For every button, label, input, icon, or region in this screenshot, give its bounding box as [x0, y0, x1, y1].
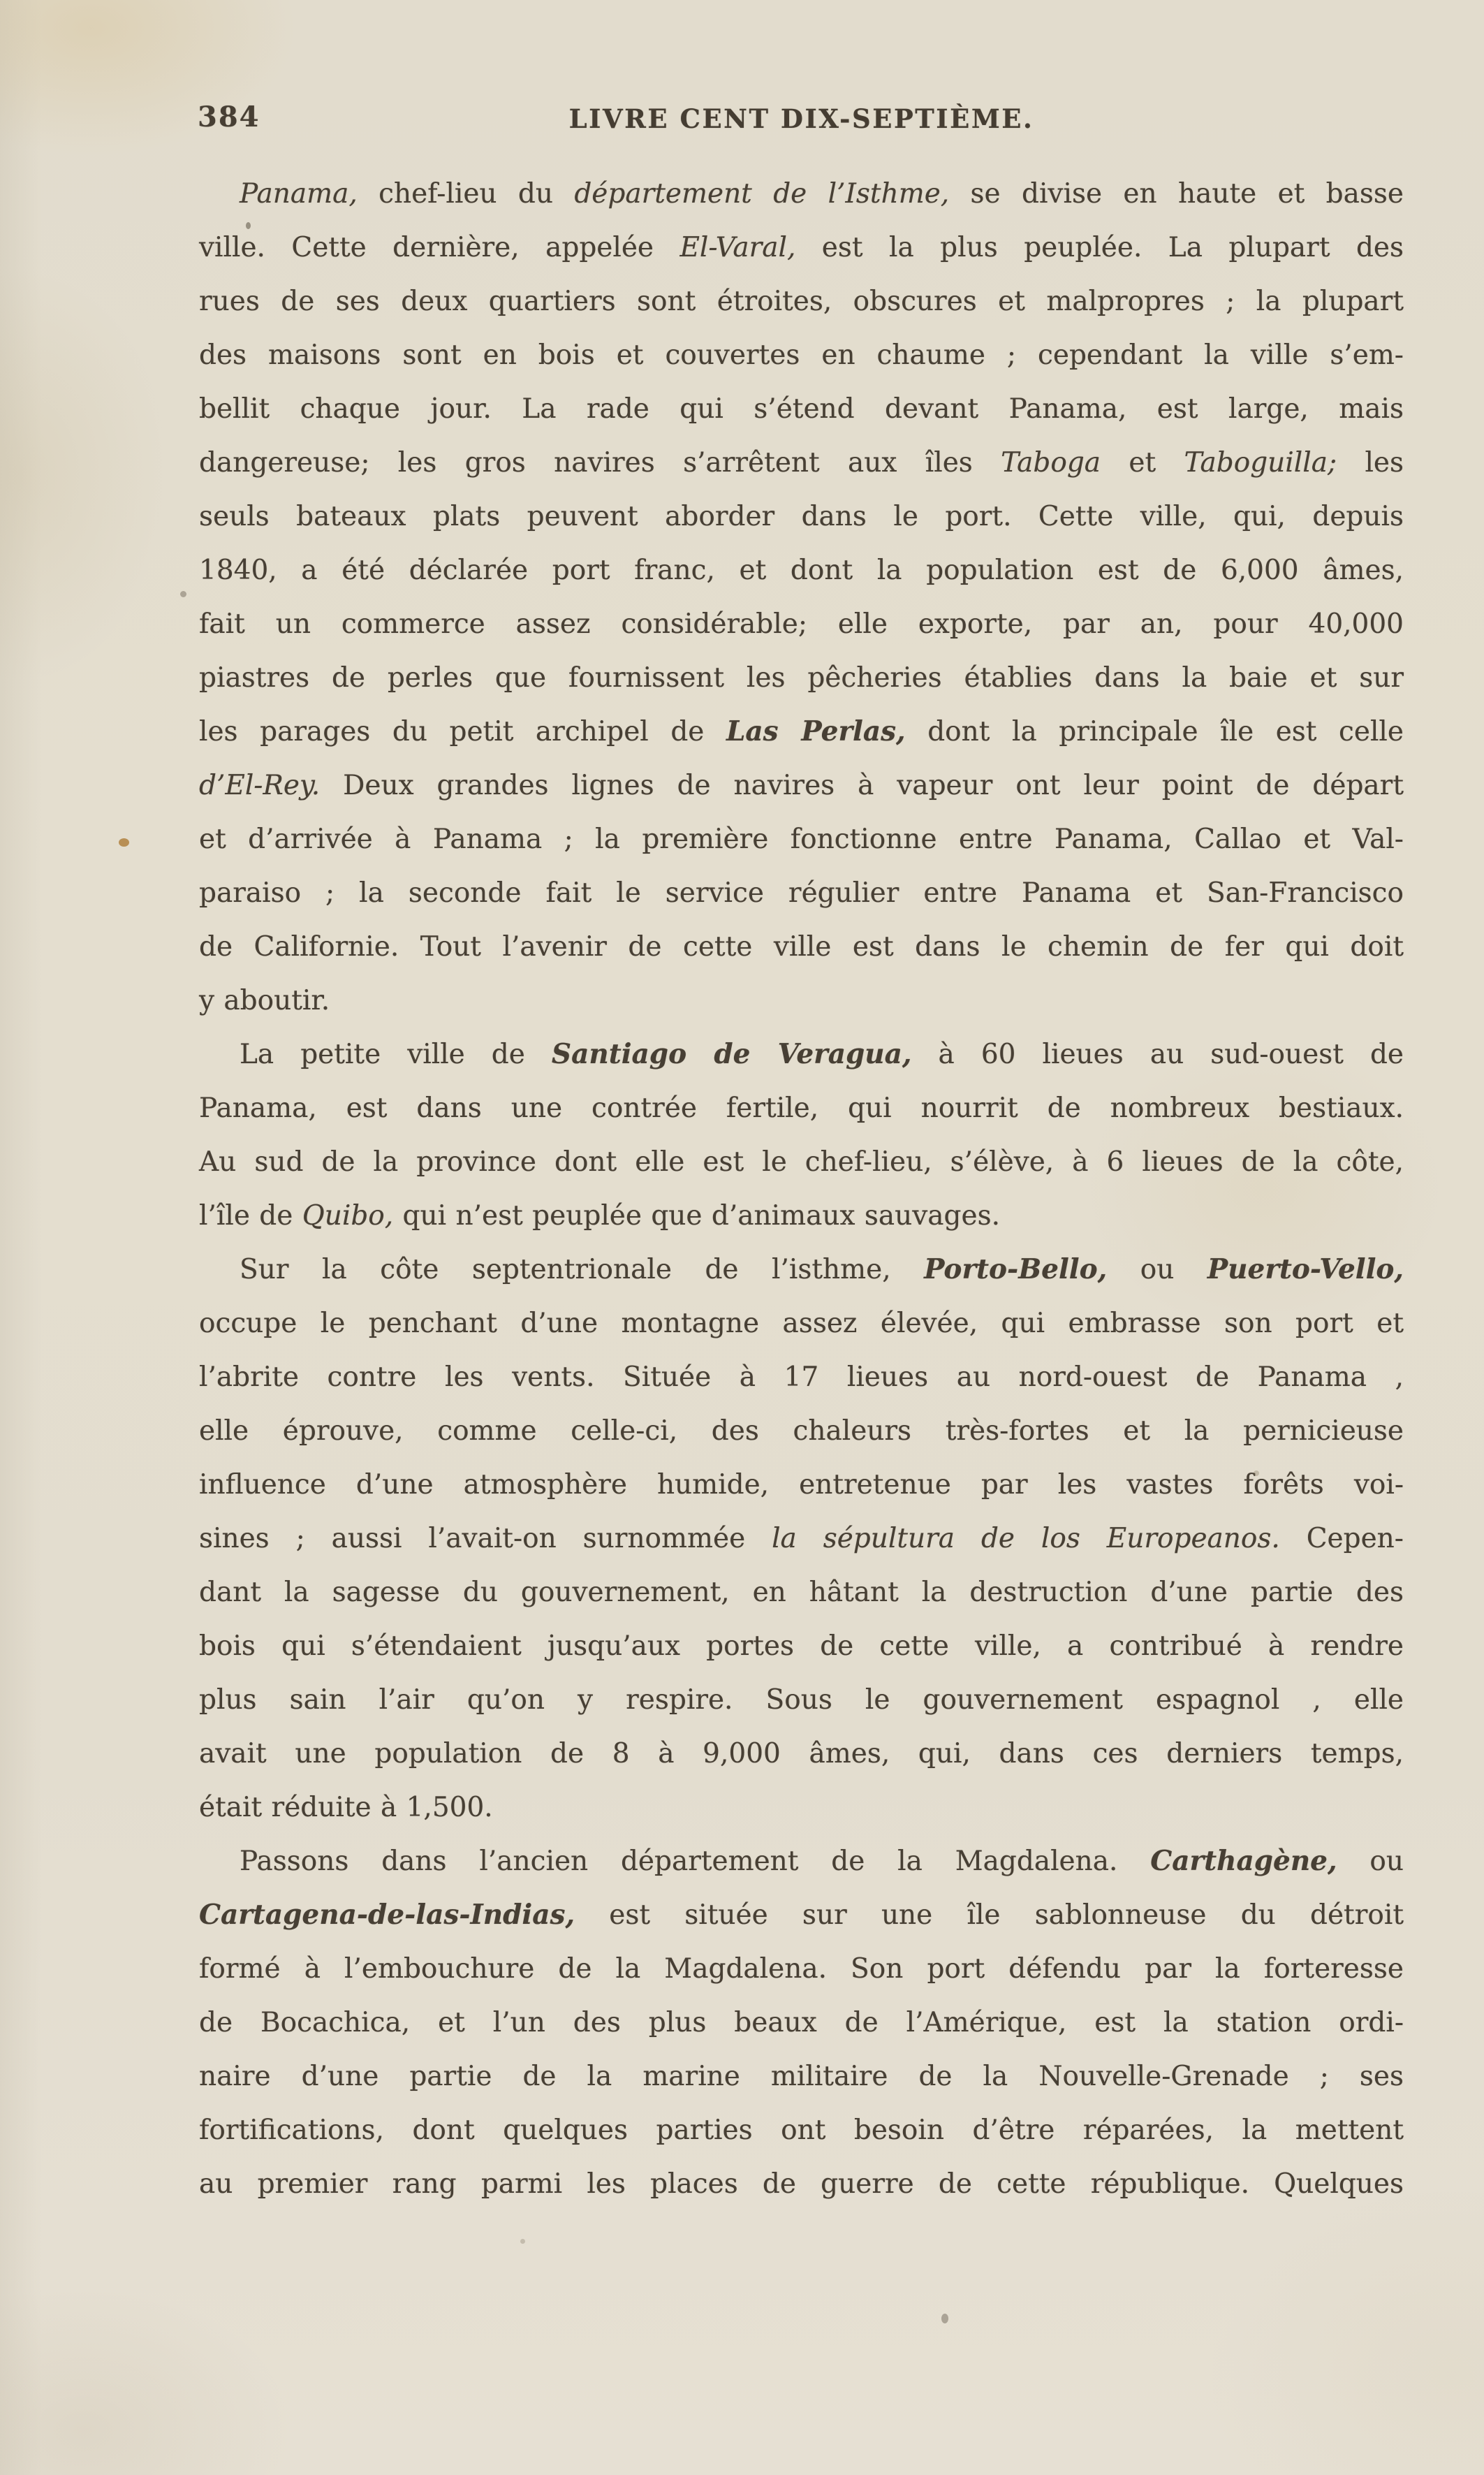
- text-line: [199, 1781, 1404, 1834]
- text-line: [199, 1081, 1404, 1135]
- text-run: à 60 lieues au sud-ouest de: [911, 1039, 1404, 1070]
- italic-text-run: Puerto-Vello,: [1207, 1253, 1404, 1285]
- text-run: ville. Cette dernière, appelée: [199, 232, 680, 263]
- text-line: [199, 1565, 1404, 1619]
- text-run: sines ; aussi l’avait-on surnommée: [199, 1523, 772, 1554]
- text-line: [199, 2050, 1404, 2103]
- italic-text-run: Porto-Bello,: [924, 1253, 1108, 1285]
- text-line: [199, 2103, 1404, 2157]
- text-line: [199, 1297, 1404, 1350]
- text-run: bois qui s’étendaient jusqu’aux portes de cette ville, a contribué à rendre: [199, 1630, 1404, 1662]
- page-number: 384: [198, 101, 260, 133]
- text-run: rues de ses deux quartiers sont étroites, obscures et malpropres ; la plupart: [199, 286, 1404, 317]
- text-line: [199, 920, 1404, 974]
- text-run: paraiso ; la seconde fait le service régulier entre Panama et San-Francisco: [199, 877, 1404, 909]
- text-run: ou: [1107, 1254, 1207, 1285]
- text-line: [199, 436, 1404, 490]
- text-run: plus sain l’air qu’on y respire. Sous le gouvernement espagnol , elle: [199, 1684, 1404, 1716]
- text-line: [199, 597, 1404, 651]
- italic-text-run: la sépultura de los Europeanos.: [772, 1523, 1280, 1554]
- text-line: [199, 275, 1404, 328]
- text-run: dont la principale île est celle: [905, 716, 1404, 747]
- text-run: dant la sagesse du gouvernement, en hâtant la destruction d’une partie des: [199, 1577, 1404, 1608]
- text-run: Deux grandes lignes de navires à vapeur ont leur point de départ: [320, 770, 1404, 801]
- text-run: avait une population de 8 à 9,000 âmes, qui, dans ces derniers temps,: [199, 1738, 1404, 1769]
- text-line: [199, 1727, 1404, 1781]
- text-run: Passons dans l’ancien département de la Magdalena.: [240, 1846, 1151, 1877]
- text-line: [199, 1673, 1404, 1727]
- text-run: influence d’une atmosphère humide, entretenue par les vastes forêts voi-: [199, 1469, 1404, 1501]
- text-line: [199, 1942, 1404, 1996]
- text-line: [199, 974, 1404, 1028]
- text-line: [199, 382, 1404, 436]
- text-line: [199, 651, 1404, 705]
- text-line: [199, 1028, 1404, 1081]
- text-line: [199, 1834, 1404, 1888]
- paper-speck: [180, 591, 186, 597]
- text-run: dangereuse; les gros navires s’arrêtent aux îles: [199, 447, 1001, 479]
- text-run: seuls bateaux plats peuvent aborder dans le port. Cette ville, qui, depuis: [199, 501, 1404, 532]
- text-line: [199, 221, 1404, 275]
- text-run: occupe le penchant d’une montagne assez élevée, qui embrasse son port et: [199, 1308, 1404, 1339]
- text-run: 1840, a été déclarée port franc, et dont la population est de 6,000 âmes,: [199, 555, 1404, 586]
- text-line: [199, 1619, 1404, 1673]
- text-run: les parages du petit archipel de: [199, 716, 726, 747]
- text-run: et d’arrivée à Panama ; la première fonctionne entre Panama, Callao et Val-: [199, 824, 1404, 855]
- text-line: [199, 812, 1404, 866]
- text-run: l’île de: [199, 1200, 302, 1232]
- paper-speck: [520, 2239, 525, 2244]
- paper-speck: [246, 222, 251, 229]
- text-line: [199, 1404, 1404, 1458]
- text-run: était réduite à 1,500.: [199, 1792, 493, 1823]
- text-run: qui n’est peuplée que d’animaux sauvages.: [393, 1200, 1000, 1232]
- text-block: [199, 167, 1404, 2211]
- text-run: des maisons sont en bois et couvertes en chaume ; cependant la ville s’em-: [199, 340, 1404, 371]
- text-line: [199, 1243, 1404, 1297]
- text-run: piastres de perles que fournissent les pêcheries établies dans la baie et sur: [199, 662, 1404, 694]
- italic-text-run: Las Perlas,: [726, 715, 906, 747]
- text-run: est située sur une île sablonneuse du détroit: [575, 1899, 1404, 1931]
- italic-text-run: d’El-Rey.: [199, 770, 321, 801]
- italic-text-run: Panama,: [240, 178, 358, 210]
- running-title: LIVRE CENT DIX-SEPTIÈME.: [568, 103, 1034, 134]
- text-line: [199, 1189, 1404, 1243]
- text-run: de Californie. Tout l’avenir de cette ville est dans le chemin de fer qui doit: [199, 931, 1404, 963]
- text-line: [199, 543, 1404, 597]
- text-run: se divise en haute et basse: [949, 178, 1404, 210]
- italic-text-run: Santiago de Veragua,: [551, 1038, 912, 1070]
- text-line: [199, 759, 1404, 812]
- text-run: l’abrite contre les vents. Située à 17 lieues au nord-ouest de Panama ,: [199, 1361, 1404, 1393]
- text-line: [199, 1888, 1404, 1942]
- text-run: y aboutir.: [199, 985, 330, 1016]
- text-run: formé à l’embouchure de la Magdalena. Son port défendu par la forteresse: [199, 1953, 1404, 1985]
- text-line: [199, 328, 1404, 382]
- paper-speck: [941, 2314, 948, 2323]
- text-run: fait un commerce assez considérable; elle exporte, par an, pour 40,000: [199, 608, 1404, 640]
- text-run: bellit chaque jour. La rade qui s’étend devant Panama, est large, mais: [199, 393, 1404, 425]
- text-run: La petite ville de: [240, 1039, 552, 1070]
- text-line: [199, 705, 1404, 759]
- italic-text-run: El-Varal,: [679, 232, 796, 263]
- text-line: [199, 1458, 1404, 1512]
- text-line: [199, 1512, 1404, 1565]
- italic-text-run: Carthagène,: [1150, 1845, 1337, 1877]
- text-run: ou: [1337, 1846, 1404, 1877]
- italic-text-run: département de l’Isthme,: [574, 178, 950, 210]
- text-run: de Bocachica, et l’un des plus beaux de l’Amérique, est la station ordi-: [199, 2007, 1404, 2038]
- text-run: elle éprouve, comme celle-ci, des chaleurs très-fortes et la pernicieuse: [199, 1415, 1404, 1447]
- text-run: fortifications, dont quelques parties ont besoin d’être réparées, la mettent: [199, 2115, 1404, 2146]
- text-line: [199, 490, 1404, 543]
- text-line: [199, 866, 1404, 920]
- text-line: [199, 2157, 1404, 2211]
- italic-text-run: Taboga: [1001, 447, 1101, 479]
- text-run: chef-lieu du: [357, 178, 575, 210]
- paper-speck: [119, 838, 129, 847]
- text-run: Cepen-: [1279, 1523, 1404, 1554]
- text-run: Au sud de la province dont elle est le chef-lieu, s’élève, à 6 lieues de la côte,: [199, 1146, 1404, 1178]
- text-line: [199, 1996, 1404, 2050]
- page-header: [0, 0, 1484, 154]
- text-run: Panama, est dans une contrée fertile, qui nourrit de nombreux bestiaux.: [199, 1093, 1404, 1124]
- text-line: [199, 167, 1404, 221]
- text-line: [199, 1350, 1404, 1404]
- italic-text-run: Cartagena-de-las-Indias,: [199, 1899, 575, 1931]
- text-run: au premier rang parmi les places de guerre de cette république. Quelques: [199, 2168, 1404, 2200]
- text-run: Sur la côte septentrionale de l’isthme,: [240, 1254, 925, 1285]
- text-line: [199, 1135, 1404, 1189]
- text-run: et: [1101, 447, 1184, 479]
- text-run: les: [1337, 447, 1404, 479]
- text-run: est la plus peuplée. La plupart des: [795, 232, 1404, 263]
- paper-speck: [1254, 1470, 1259, 1476]
- italic-text-run: Taboguilla;: [1184, 447, 1337, 479]
- italic-text-run: Quibo,: [302, 1200, 394, 1232]
- text-run: naire d’une partie de la marine militaire de la Nouvelle-Grenade ; ses: [199, 2061, 1404, 2092]
